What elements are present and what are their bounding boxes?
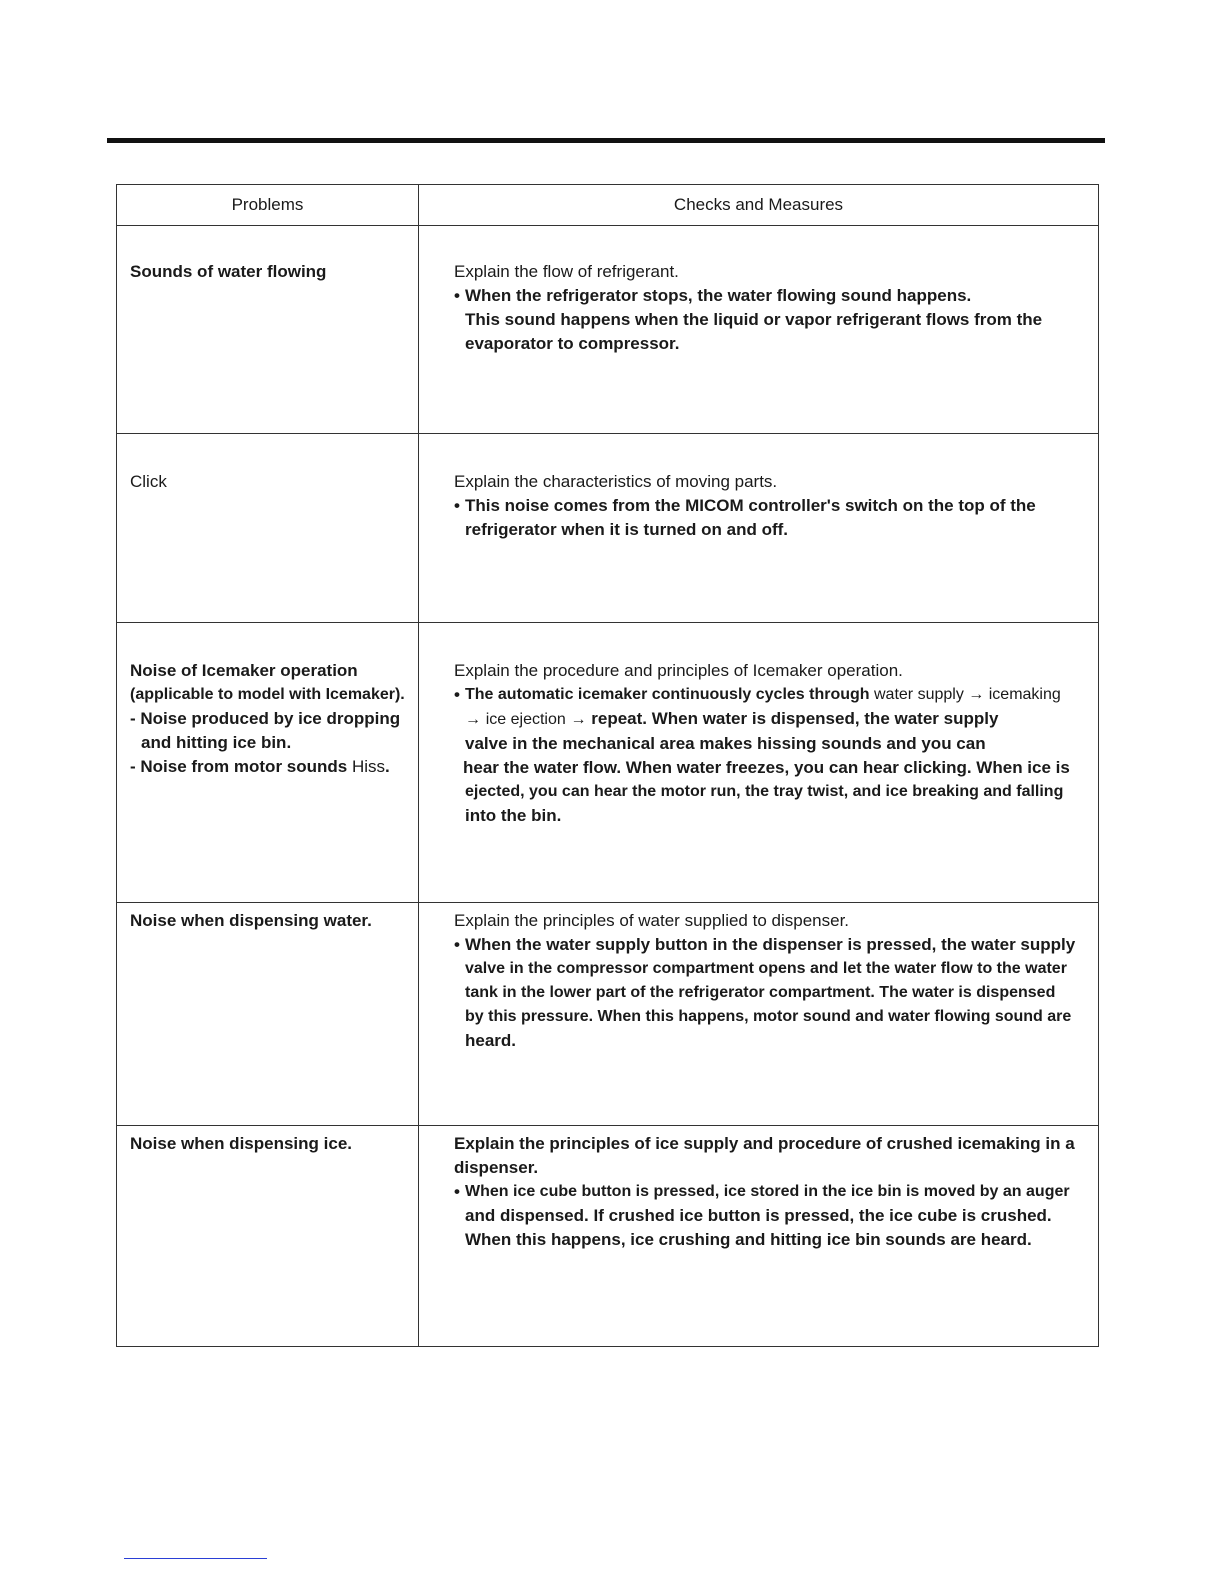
problem-text-period: . xyxy=(385,757,390,776)
measure-intro: Explain the characteristics of moving parts. xyxy=(454,472,778,491)
measure-intro: Explain the principles of water supplied to dispenser. xyxy=(454,911,850,930)
measure-bullet xyxy=(454,933,1088,1053)
problem-text: - Noise produced by ice dropping xyxy=(130,709,401,728)
footer-link-underline xyxy=(124,1558,267,1559)
bullet-glyph: • xyxy=(454,685,460,704)
header-problems: Problems xyxy=(117,185,419,226)
measure-line: valve in the mechanical area makes hissing sounds and you can xyxy=(465,734,986,753)
problem-cell xyxy=(117,623,419,903)
problem-cell xyxy=(117,434,419,623)
problem-cell xyxy=(117,226,419,434)
measure-intro: Explain the flow of refrigerant. xyxy=(454,262,679,281)
cycle-step: water supply xyxy=(874,686,964,703)
problem-text: Noise when dispensing ice. xyxy=(130,1134,352,1153)
problem-text: (applicable to model with Icemaker). xyxy=(130,686,405,703)
measure-intro: dispenser. xyxy=(454,1158,539,1177)
bullet-glyph: • xyxy=(454,935,460,954)
header-checks: Checks and Measures xyxy=(419,185,1099,226)
arrow-right-icon: → xyxy=(465,711,481,728)
measure-cell xyxy=(419,226,1099,434)
measure-cycle-line xyxy=(465,707,1088,732)
table-row xyxy=(117,434,1099,623)
problem-text: Sounds of water flowing xyxy=(130,262,327,281)
problem-cell xyxy=(117,903,419,1126)
measure-intro: Explain the procedure and principles of Icemaker operation. xyxy=(454,661,903,680)
bullet-glyph: • xyxy=(454,1182,460,1201)
measure-cell xyxy=(419,1126,1099,1347)
bullet-glyph: • xyxy=(454,286,460,305)
table-row xyxy=(117,903,1099,1126)
measure-bullet xyxy=(454,1180,1088,1252)
cycle-step: ice ejection xyxy=(485,711,566,728)
measure-line: When this happens, ice crushing and hitting ice bin sounds are heard. xyxy=(465,1230,1032,1249)
table-header-row xyxy=(117,185,1099,226)
cycle-tail: repeat. When water is dispensed, the water supply xyxy=(591,709,999,728)
measure-line: ejected, you can hear the motor run, the tray twist, and ice breaking and falling xyxy=(465,783,1064,800)
arrow-right-icon: → xyxy=(968,686,985,703)
measure-line: tank in the lower part of the refrigerator compartment. The water is dispensed xyxy=(465,984,1056,1001)
measure-line: This sound happens when the liquid or vapor refrigerant flows from the xyxy=(465,310,1043,329)
measure-line: heard. xyxy=(465,1031,517,1050)
measure-line: evaporator to compressor. xyxy=(465,334,680,353)
measure-bullet xyxy=(454,494,1088,542)
cycle-step: icemaking xyxy=(988,686,1061,703)
measure-cycle-line xyxy=(465,683,1088,707)
measure-line: and dispensed. If crushed ice button is pressed, the ice cube is crushed. xyxy=(465,1206,1052,1225)
measure-bullet xyxy=(454,284,1088,356)
measure-line: When the water supply button in the dispenser is pressed, the water supply xyxy=(465,935,1076,954)
table-row xyxy=(117,623,1099,903)
problem-text: Noise of Icemaker operation xyxy=(130,661,358,680)
measure-intro: Explain the principles of ice supply and procedure of crushed icemaking in a xyxy=(454,1134,1075,1153)
measure-line: When ice cube button is pressed, ice stored in the ice bin is moved by an auger xyxy=(465,1183,1070,1200)
problem-text: and hitting ice bin. xyxy=(141,733,292,752)
measure-line: refrigerator when it is turned on and off. xyxy=(465,520,789,539)
measure-line: This noise comes from the MICOM controller's switch on the top of the xyxy=(465,496,1036,515)
problem-text: - Noise from motor sounds xyxy=(130,757,348,776)
measure-cell xyxy=(419,434,1099,623)
measure-bullet xyxy=(454,683,1088,828)
top-rule xyxy=(107,138,1105,143)
measure-line: by this pressure. When this happens, motor sound and water flowing sound are xyxy=(465,1008,1072,1025)
measure-line: valve in the compressor compartment opens and let the water flow to the water xyxy=(465,960,1067,977)
troubleshooting-table xyxy=(116,184,1099,1347)
measure-cell xyxy=(419,903,1099,1126)
problem-text-hiss: Hiss xyxy=(351,757,386,776)
measure-line: hear the water flow. When water freezes, you can hear clicking. When ice is xyxy=(463,758,1070,777)
problem-text: Noise when dispensing water. xyxy=(130,911,372,930)
problem-text-line xyxy=(130,755,418,779)
measure-cell xyxy=(419,623,1099,903)
arrow-right-icon: → xyxy=(570,711,587,728)
table-row xyxy=(117,1126,1099,1347)
table-row xyxy=(117,226,1099,434)
bullet-glyph: • xyxy=(454,496,460,515)
measure-line: When the refrigerator stops, the water flowing sound happens. xyxy=(465,286,972,305)
cycle-lead: The automatic icemaker continuously cycles through xyxy=(465,686,870,703)
problem-cell xyxy=(117,1126,419,1347)
problem-text: Click xyxy=(130,472,167,491)
measure-line: into the bin. xyxy=(465,806,562,825)
